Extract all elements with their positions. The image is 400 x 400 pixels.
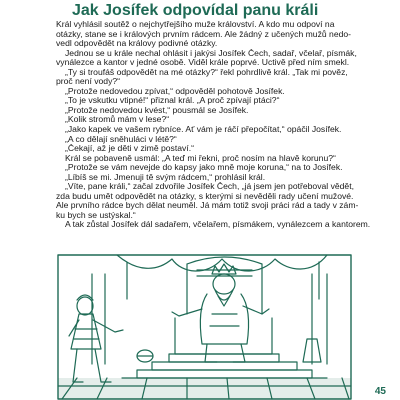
story-line: otázky, stane se i králových prvním rádcem. Ale žádný z učených mužů nedo- bbox=[56, 29, 352, 39]
story-text bbox=[56, 20, 376, 230]
story-line: Jednou se u krále nechal ohlásit i jakýsi Josífek Čech, sadař, včelař, písmák, bbox=[65, 48, 357, 58]
story-line: Ale prvního rádce bych dělat neuměl. Já mám totiž svoji práci rád a tady v zám- bbox=[56, 201, 359, 211]
story-line: vedl odpovědět na královy podivné otázky. bbox=[56, 39, 218, 49]
story-line: „Kolik stromů mám v lese?“ bbox=[65, 115, 170, 125]
story-line: „Líbíš se mi. Jmenuji tě svým rádcem,“ prohlásil král. bbox=[65, 172, 266, 182]
story-line: A tak zůstal Josífek dál sadařem, včelařem, písmákem, vynálezcem a kantorem. bbox=[65, 220, 371, 230]
story-line: zda budu umět odpovědět na otázky, s kterými si nevěděli rady učení mužové. bbox=[56, 191, 354, 201]
story-line: „Ty si troufáš odpovědět na mé otázky?“ řekl pohrdlivě král. „Tak mi pověz, bbox=[65, 67, 348, 77]
story-line: „Jako kapek ve vašem rybníce. Ať vám je ráčí přepočítat,“ opáčil Josífek. bbox=[65, 125, 342, 135]
story-line: ku bych se ustýskal.“ bbox=[56, 210, 136, 220]
story-line: „Víte, pane králi,“ začal zdvořile Josífek Čech, „já jsem jen potřeboval vědět, bbox=[65, 182, 354, 192]
king-throne-illustration bbox=[57, 254, 352, 400]
story-line: „Protože se vám nevejde do kapsy jako mně moje koruna,“ na to Josífek. bbox=[65, 163, 343, 173]
story-line: vynálezce a kantor v jedné osobě. Viděl krále poprvé. Uctivě před ním smekl. bbox=[56, 58, 350, 68]
story-line: „Čekají, až je děti v zimě postaví.“ bbox=[65, 144, 194, 154]
story-line: proč není vody?“ bbox=[56, 77, 121, 87]
page-number: 45 bbox=[374, 386, 386, 397]
story-line: „Protože nedovedou kvést,“ pousmál se Josífek. bbox=[65, 105, 249, 115]
page-title: Jak Josífek odpovídal panu králi bbox=[72, 2, 319, 19]
story-line: „To je vskutku vtipné!“ přiznal král. „A proč zpívají ptáci?“ bbox=[65, 96, 280, 106]
story-line: Král se pobaveně usmál: „A teď mi řekni, proč nosím na hlavě korunu?“ bbox=[65, 153, 336, 163]
story-line: „A co dělají sněhuláci v létě?“ bbox=[65, 134, 177, 144]
story-line: „Protože nedovedou zpívat,“ odpověděl pohotově Josífek. bbox=[65, 86, 285, 96]
story-line: Král vyhlásil soutěž o nejchytřejšího muže království. A kdo mu odpoví na bbox=[56, 20, 335, 29]
